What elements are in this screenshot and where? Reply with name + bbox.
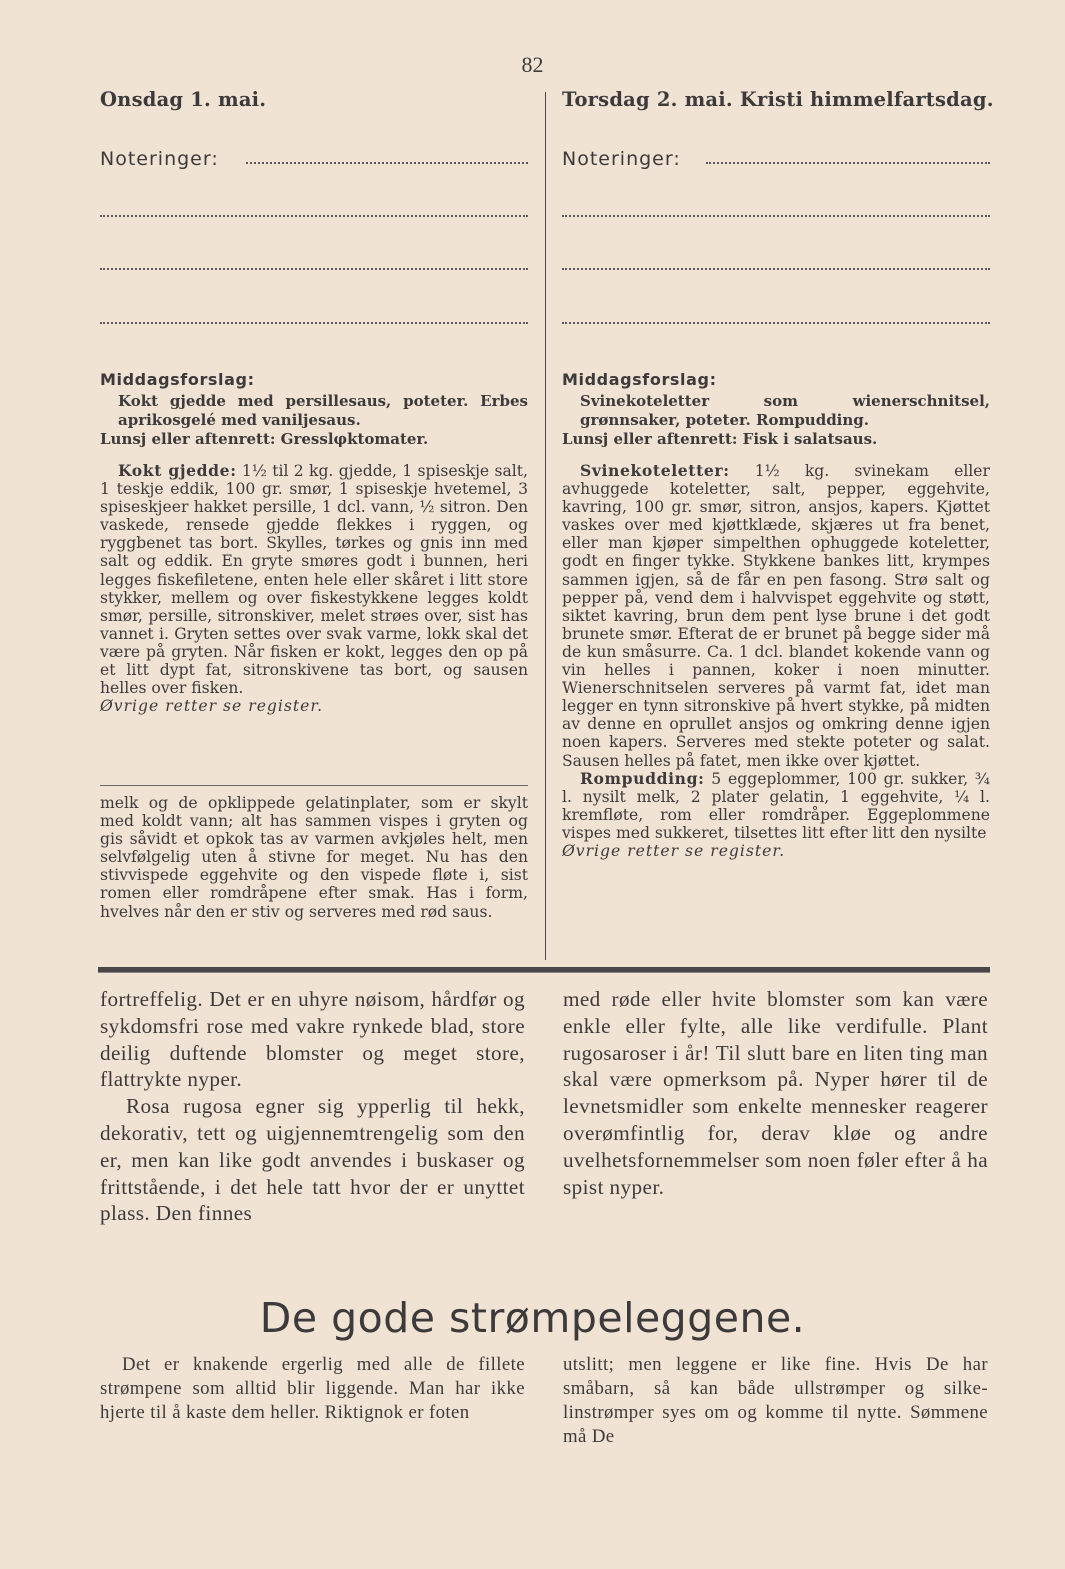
right-recipe-lead: Svinekoteletter:: [580, 461, 730, 480]
feature-col-2: [563, 1353, 988, 1449]
left-recipe-foot: Øvrige retter se register.: [100, 697, 324, 716]
left-notes-line-4: [100, 322, 528, 324]
right-suggestion-lunch: Lunsj eller aftenrett: Fisk i salatsaus.: [562, 430, 878, 448]
left-continuation: [100, 794, 528, 921]
left-recipe-text: 1½ til 2 kg. gjedde, 1 spiseskje salt, 1 teskje eddik, 100 gr. smør, 1 spiseskje hvetemel, 3 spiseskjeer hakket persille, 1 dcl. vann, ½ sitron. Den vaskede, rensede gjedde flekkes i ryggen, og ryggbenet tas bort. Skylles, tørkes og gnis inn med salt og eddik. En gryte smøres godt i bunnen, heri legges fiskefiletene, enten hele eller skåret i litt store stykker, mellem og over fiskestykkene legges koldt smør, persille, sitronskiver, melet strøes over, sist has vannet i. Gryten settes over svak varme, lokk skal det være på gryten. Når fisken er kokt, legges den op på et litt dypt fat, sitronskivene tas bort, og sausen helles over fisken.: [100, 462, 528, 698]
right-recipe: [562, 462, 990, 860]
left-notes-line-3: [100, 268, 528, 270]
feature-col-1: [100, 1353, 525, 1425]
left-recipe-lead: Kokt gjedde:: [118, 461, 237, 480]
feature-heading: De gode strømpeleggene.: [259, 1294, 806, 1342]
page-number: 82: [521, 52, 544, 77]
right-recipe-foot: Øvrige retter se register.: [562, 841, 786, 860]
feature-col-2-text: utslitt; men leggene er like fine. Hvis De har småbarn, så kan både ullstrømper og silke-linstrømper syes om og komme til nytte. Sømmene må De: [563, 1354, 988, 1447]
right-notes-line-1: [706, 162, 990, 164]
left-notes-line-2: [100, 215, 528, 217]
left-suggestion-lunch: Lunsj eller aftenrett: Gresslφktomater.: [100, 430, 429, 448]
left-continuation-text: melk og de opklippede gelatinplater, som er skylt med koldt vann; alt has sammen vispes i gryten og gis såvidt et opkok tas av varmen avkjøles helt, men selvfølgelig uten å stivne for meget. Nu has den stivvispede eggehvite og den vispede fløte i, sist romen eller romdråpene efter smak. Has i form, hvelves når den er stiv og serveres med rød saus.: [100, 794, 528, 921]
left-dinner-label: Middagsforslag:: [100, 370, 255, 389]
right-notes-label: Noteringer:: [562, 148, 681, 170]
left-separator: [100, 785, 528, 786]
article-col-1-p2: Rosa rugosa egner sig ypperlig til hekk, dekorativ, tett og uigjennemtrengelig som den er, men kan like godt anvendes i buskaser og frittstående, i det hele tatt hvor der er unyttet plass. Den finnes: [100, 1094, 525, 1226]
right-recipe2-lead: Rompudding:: [580, 768, 705, 788]
left-day-title: Onsdag 1. mai.: [100, 88, 267, 111]
left-recipe: [100, 462, 528, 715]
feature-col-1-text: Det er knakende ergerlig med alle de fillete strømpene som alltid blir liggende. Man har ikke hjerte til å kaste dem heller. Riktignok er foten: [100, 1354, 525, 1423]
right-recipe-text: 1½ kg. svinekam eller avhuggede koteletter, salt, pepper, eggehvite, kavring, 100 gr. smør, sitron, ansjos, kapers. Kjøttet vaskes over med kjøttklæde, skjæres ut fra benet, eller man kjøper simpelthen ophuggede koteletter, godt en finger tykke. Stykkene bankes litt, krympes sammen igjen, så de får en pen fasong. Strø salt og pepper på, vend dem i halvvispet eggehvite og støtt, siktet kavring, brun dem pent lyse brune i det godt brunete smør. Efterat de er brunet på begge sider må de kun småsurre. Ca. 1 dcl. blandet kokende vann og vin helles i pannen, koker i noen minutter. Wienerschnitselen serveres på varmt fat, idet man legger en tynn sitronskive på hvert stykke, på midten av denne en oprullet ansjos og omkring denne igjen noen kapers. Serveres med stekte poteter og salat. Sausen helles på fatet, men ikke over kjøttet.: [562, 462, 990, 770]
left-suggestion: [100, 392, 528, 449]
right-dinner-label: Middagsforslag:: [562, 370, 717, 389]
right-notes-line-3: [562, 268, 990, 270]
right-notes-line-4: [562, 322, 990, 324]
article-col-1-p1: fortreffelig. Det er en uhyre nøisom, hårdfør og sykdomsfri rose med vakre rynkede blad, store deilig duftende blomster og meget store, flattrykte nyper.: [100, 987, 525, 1092]
article-col-1: [100, 986, 525, 1227]
article-col-2-p1: med røde eller hvite blomster som kan være enkle eller fylte, alle like verdifulle. Plant rugosaroser i år! Til slutt bare en liten ting man skal være opmerksom på. Nyper hører til de levnetsmidler som enkelte mennesker reagerer overømfintlig for, derav kløe og andre uvelhetsfornemmelser som noen føler efter å ha spist nyper.: [563, 987, 988, 1199]
right-day-title: Torsdag 2. mai. Kristi himmelfartsdag.: [562, 88, 994, 111]
left-suggestion-menu: Kokt gjedde med persillesaus, poteter. Erbes aprikosgelé med vaniljesaus.: [118, 392, 528, 429]
column-divider: [545, 92, 546, 960]
right-notes-line-2: [562, 215, 990, 217]
section-rule: [98, 967, 990, 973]
left-notes-label: Noteringer:: [100, 148, 219, 170]
right-suggestion-menu: Svinekoteletter som wienerschnitsel, grønnsaker, poteter. Rompudding.: [580, 392, 990, 429]
right-suggestion: [562, 392, 990, 449]
article-col-2: [563, 986, 988, 1200]
left-notes-line-1: [246, 162, 528, 164]
right-recipe2-text: 5 eggeplommer, 100 gr. sukker, ¾ l. nysilt melk, 2 plater gelatin, 1 eggehvite, ¼ l. kremfløte, rom eller romdråper. Eggeplommene vispes med sukkeret, tilsettes litt efter litt den nysilte: [562, 769, 990, 842]
